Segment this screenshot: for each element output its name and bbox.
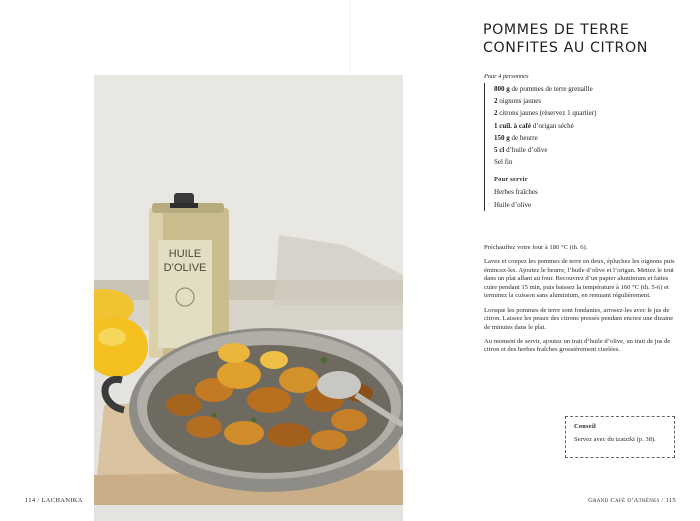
recipe-title-line-2: CONFITES AU CITRON [483,40,648,56]
tip-label: Conseil [574,423,597,430]
servings-label: Pour 4 personnes [484,73,529,80]
tip-text: Servez avec du tzatziki (p. 38). [574,436,656,443]
recipe-steps [484,244,679,361]
ingredient-text: citrons jaunes (réservez 1 quartier) [497,109,597,118]
ingredient-text: Sel fin [494,158,513,167]
ingredient-text: d’huile d’olive [504,146,548,155]
ingredient-text: oignons jaunes [497,97,542,106]
ingredient-item [494,83,596,95]
ingredient-qty: 1 cuil. à café [494,121,531,130]
ingredient-item [494,132,596,144]
ingredient-text: de beurre [509,133,538,142]
ingredient-item [494,156,596,168]
recipe-title-line-1: POMMES DE TERRE [483,22,630,38]
ingredient-text: de pommes de terre grenaille [509,85,593,93]
ingredient-text: d’origan séché [530,121,574,130]
ingredient-qty: 150 g [494,133,510,142]
step-paragraph: Au moment de servir, ajoutez un trait d’huile d’olive, un trait de jus de citron et des herbes fraîches grossièrement ciselées. [484,337,671,354]
ingredient-qty: 5 cl [494,146,505,155]
bottle-label-line2: D’OLIVE [163,262,207,274]
serve-heading: Pour servir [494,176,528,184]
step-paragraph: Lorsque les pommes de terre sont fondantes, arrosez-les avec le jus de citron. Laissez les peaux des citrons pressés pendant encore une dizaine de minutes dans le plat. [484,306,674,331]
ingredient-item [494,107,596,119]
tip-box [565,416,675,458]
bottle-label-line1: HUILE [168,248,202,260]
ingredient-item [494,120,596,132]
ingredients-list [484,83,596,211]
oil-tin [149,193,229,358]
folio-right: Grand Café d’Athènes / 115 [588,497,676,504]
recipe-photo [94,75,403,521]
serve-item: Huile d’olive [494,200,532,209]
recipe-title [483,21,683,57]
ingredient-item [494,95,596,107]
step-paragraph: Préchauffez votre four à 180 °C (th. 6). [484,244,588,251]
ingredient-qty: 2 [494,97,498,106]
ingredient-item [494,144,596,156]
photo-illustration [94,75,403,521]
ingredient-qty: 800 g [494,85,510,93]
ingredient-qty: 2 [494,109,498,118]
step-paragraph: Lavez et coupez les pommes de terre en deux, épluchez les oignons puis émincez-les. Ajoutez le beurre, l’huile d’olive et l’origan. Mettez le tout dans un plat allant au four. Recouvrez d’un papier aluminium et faites cuire pendant 15 min, puis baissez la température à 160 °C (th. 5-6) et terminez la cuisson sans aluminium, en remuant régulièrement. [484,258,675,300]
serve-item: Herbes fraîches [494,188,538,197]
folio-left: 114 / LACHANIKA [25,497,83,504]
